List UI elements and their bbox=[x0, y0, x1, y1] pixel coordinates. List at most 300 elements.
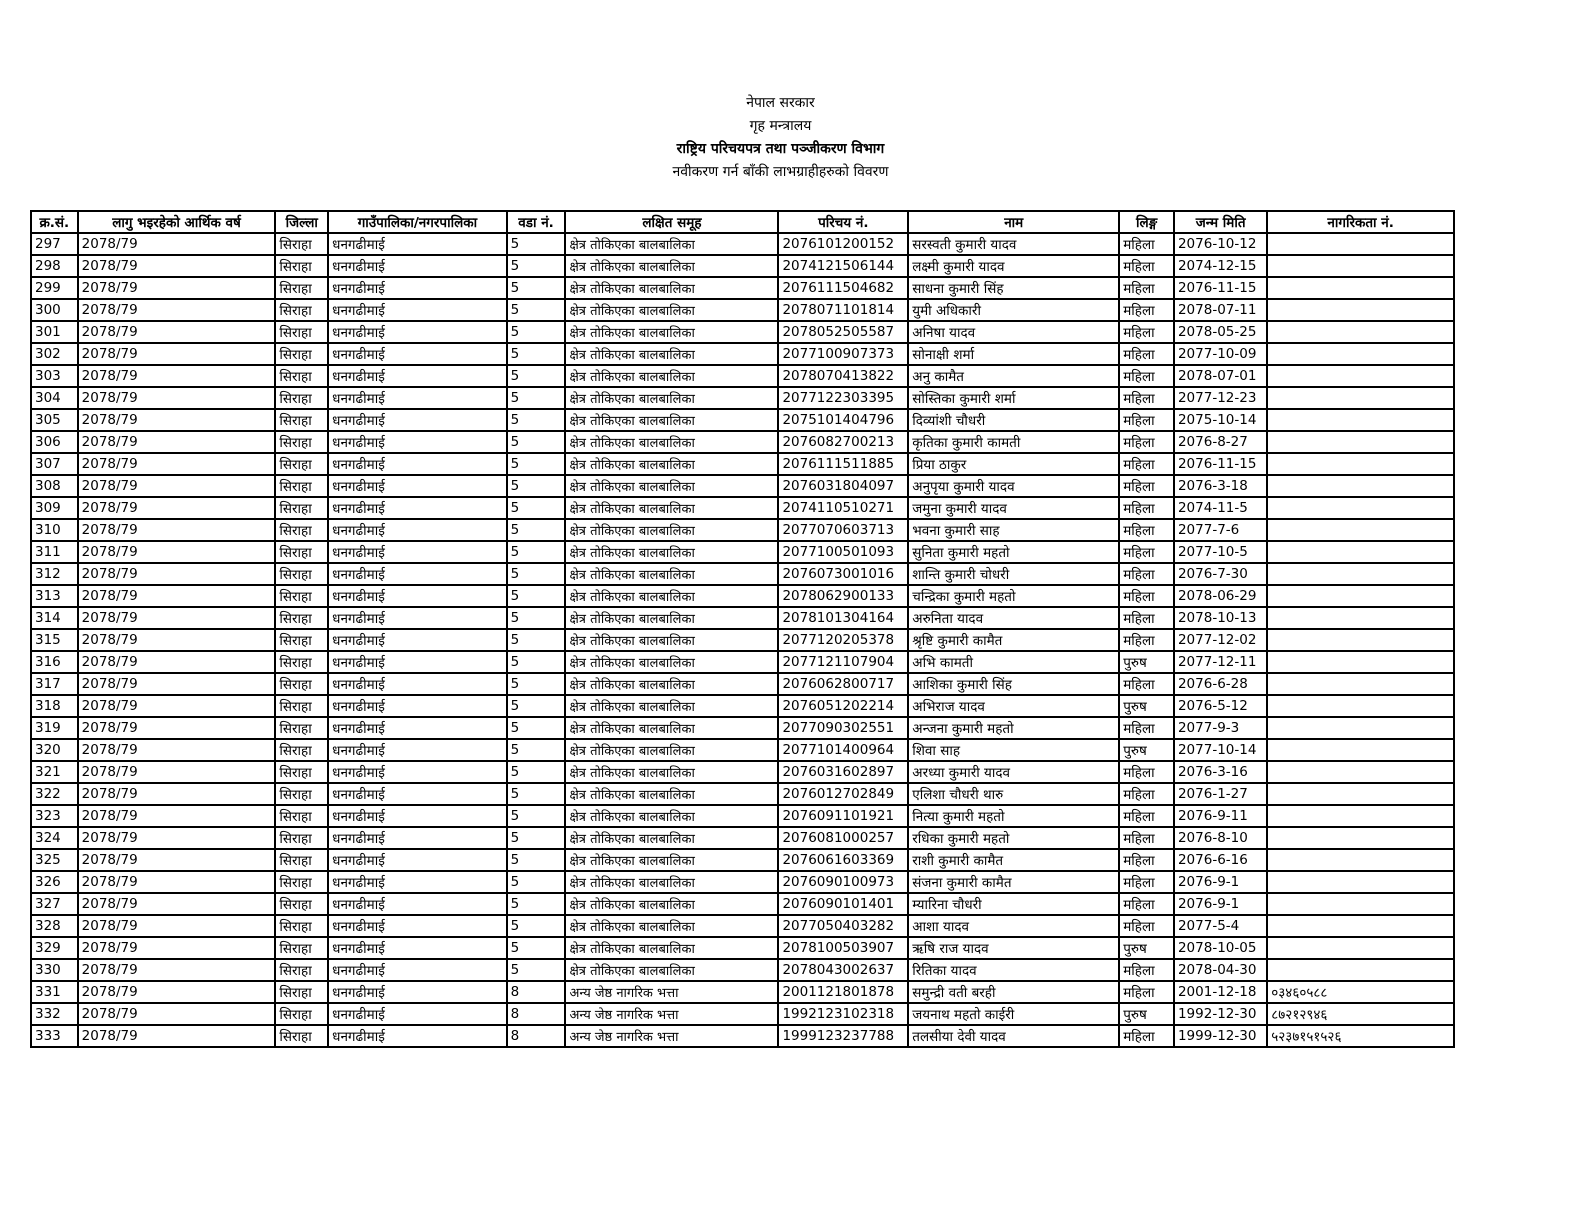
table-row bbox=[31, 871, 1454, 893]
cell-ward-no: 5 bbox=[507, 475, 566, 497]
cell-fiscal-year: 2078/79 bbox=[78, 255, 276, 277]
table-row bbox=[31, 849, 1454, 871]
cell-municipality: धनगढीमाई bbox=[328, 981, 507, 1003]
cell-serial-no: 298 bbox=[31, 255, 78, 277]
cell-target-group: क्षेत्र तोकिएका बालबालिका bbox=[565, 937, 778, 959]
cell-citizenship-no: ०३४६०५८८ bbox=[1267, 981, 1454, 1003]
cell-district: सिराहा bbox=[275, 387, 328, 409]
table-header-row bbox=[31, 211, 1454, 233]
cell-ward-no: 5 bbox=[507, 761, 566, 783]
cell-name: आशा यादव bbox=[908, 915, 1119, 937]
cell-birth-date: 2078-04-30 bbox=[1174, 959, 1267, 981]
cell-district: सिराहा bbox=[275, 519, 328, 541]
cell-municipality: धनगढीमाई bbox=[328, 255, 507, 277]
cell-id-no: 2077070603713 bbox=[778, 519, 908, 541]
cell-id-no: 2078071101814 bbox=[778, 299, 908, 321]
cell-municipality: धनगढीमाई bbox=[328, 1003, 507, 1025]
cell-name: नित्या कुमारी महतो bbox=[908, 805, 1119, 827]
cell-district: सिराहा bbox=[275, 673, 328, 695]
cell-birth-date: 2076-9-11 bbox=[1174, 805, 1267, 827]
cell-municipality: धनगढीमाई bbox=[328, 365, 507, 387]
cell-district: सिराहा bbox=[275, 607, 328, 629]
cell-citizenship-no bbox=[1267, 915, 1454, 937]
cell-ward-no: 8 bbox=[507, 1025, 566, 1047]
cell-ward-no: 5 bbox=[507, 827, 566, 849]
cell-fiscal-year: 2078/79 bbox=[78, 783, 276, 805]
cell-ward-no: 5 bbox=[507, 277, 566, 299]
cell-fiscal-year: 2078/79 bbox=[78, 233, 276, 255]
cell-ward-no: 5 bbox=[507, 673, 566, 695]
cell-birth-date: 2076-5-12 bbox=[1174, 695, 1267, 717]
cell-fiscal-year: 2078/79 bbox=[78, 827, 276, 849]
cell-birth-date: 2076-6-16 bbox=[1174, 849, 1267, 871]
cell-fiscal-year: 2078/79 bbox=[78, 343, 276, 365]
table-row bbox=[31, 761, 1454, 783]
cell-id-no: 2074110510271 bbox=[778, 497, 908, 519]
cell-district: सिराहा bbox=[275, 739, 328, 761]
table-row bbox=[31, 717, 1454, 739]
cell-target-group: क्षेत्र तोकिएका बालबालिका bbox=[565, 673, 778, 695]
cell-municipality: धनगढीमाई bbox=[328, 519, 507, 541]
cell-name: साधना कुमारी सिंह bbox=[908, 277, 1119, 299]
cell-name: तलसीया देवी यादव bbox=[908, 1025, 1119, 1047]
cell-id-no: 2076062800717 bbox=[778, 673, 908, 695]
cell-id-no: 2078052505587 bbox=[778, 321, 908, 343]
cell-birth-date: 2078-07-11 bbox=[1174, 299, 1267, 321]
cell-birth-date: 2078-10-13 bbox=[1174, 607, 1267, 629]
cell-fiscal-year: 2078/79 bbox=[78, 519, 276, 541]
cell-name: एलिशा चौधरी थारु bbox=[908, 783, 1119, 805]
cell-municipality: धनगढीमाई bbox=[328, 541, 507, 563]
cell-municipality: धनगढीमाई bbox=[328, 607, 507, 629]
cell-municipality: धनगढीमाई bbox=[328, 739, 507, 761]
table-row bbox=[31, 541, 1454, 563]
column-header-municipality: गाउँपालिका/नगरपालिका bbox=[328, 211, 507, 233]
cell-id-no: 2077101400964 bbox=[778, 739, 908, 761]
cell-name: संजना कुमारी कामैत bbox=[908, 871, 1119, 893]
cell-target-group: क्षेत्र तोकिएका बालबालिका bbox=[565, 915, 778, 937]
cell-name: सोस्तिका कुमारी शर्मा bbox=[908, 387, 1119, 409]
cell-municipality: धनगढीमाई bbox=[328, 343, 507, 365]
cell-target-group: अन्य जेष्ठ नागरिक भत्ता bbox=[565, 981, 778, 1003]
cell-birth-date: 2076-3-18 bbox=[1174, 475, 1267, 497]
cell-serial-no: 300 bbox=[31, 299, 78, 321]
cell-target-group: अन्य जेष्ठ नागरिक भत्ता bbox=[565, 1025, 778, 1047]
cell-ward-no: 5 bbox=[507, 255, 566, 277]
table-row bbox=[31, 519, 1454, 541]
cell-gender: महिला bbox=[1119, 475, 1174, 497]
cell-district: सिराहा bbox=[275, 827, 328, 849]
cell-fiscal-year: 2078/79 bbox=[78, 277, 276, 299]
cell-fiscal-year: 2078/79 bbox=[78, 871, 276, 893]
cell-fiscal-year: 2078/79 bbox=[78, 673, 276, 695]
cell-id-no: 2077050403282 bbox=[778, 915, 908, 937]
cell-ward-no: 5 bbox=[507, 959, 566, 981]
cell-fiscal-year: 2078/79 bbox=[78, 453, 276, 475]
cell-target-group: क्षेत्र तोकिएका बालबालिका bbox=[565, 585, 778, 607]
cell-name: आशिका कुमारी सिंह bbox=[908, 673, 1119, 695]
cell-citizenship-no bbox=[1267, 783, 1454, 805]
cell-serial-no: 306 bbox=[31, 431, 78, 453]
cell-fiscal-year: 2078/79 bbox=[78, 1025, 276, 1047]
cell-target-group: क्षेत्र तोकिएका बालबालिका bbox=[565, 893, 778, 915]
cell-target-group: क्षेत्र तोकिएका बालबालिका bbox=[565, 563, 778, 585]
cell-ward-no: 5 bbox=[507, 585, 566, 607]
cell-serial-no: 331 bbox=[31, 981, 78, 1003]
cell-serial-no: 314 bbox=[31, 607, 78, 629]
cell-serial-no: 324 bbox=[31, 827, 78, 849]
column-header-serial-no: क्र.सं. bbox=[31, 211, 78, 233]
cell-target-group: क्षेत्र तोकिएका बालबालिका bbox=[565, 695, 778, 717]
cell-id-no: 2077120205378 bbox=[778, 629, 908, 651]
cell-gender: महिला bbox=[1119, 585, 1174, 607]
cell-id-no: 2076090100973 bbox=[778, 871, 908, 893]
table-row bbox=[31, 893, 1454, 915]
table-row bbox=[31, 629, 1454, 651]
cell-ward-no: 5 bbox=[507, 849, 566, 871]
cell-serial-no: 320 bbox=[31, 739, 78, 761]
cell-municipality: धनगढीमाई bbox=[328, 585, 507, 607]
cell-ward-no: 5 bbox=[507, 541, 566, 563]
table-row bbox=[31, 409, 1454, 431]
cell-id-no: 2078062900133 bbox=[778, 585, 908, 607]
cell-ward-no: 5 bbox=[507, 695, 566, 717]
table-row bbox=[31, 981, 1454, 1003]
cell-birth-date: 2077-9-3 bbox=[1174, 717, 1267, 739]
cell-fiscal-year: 2078/79 bbox=[78, 585, 276, 607]
cell-municipality: धनगढीमाई bbox=[328, 695, 507, 717]
table-row bbox=[31, 607, 1454, 629]
cell-name: श्रृष्टि कुमारी कामैत bbox=[908, 629, 1119, 651]
cell-district: सिराहा bbox=[275, 761, 328, 783]
cell-district: सिराहा bbox=[275, 981, 328, 1003]
cell-municipality: धनगढीमाई bbox=[328, 497, 507, 519]
cell-gender: महिला bbox=[1119, 255, 1174, 277]
cell-name: भवना कुमारी साह bbox=[908, 519, 1119, 541]
table-row bbox=[31, 651, 1454, 673]
cell-district: सिराहा bbox=[275, 299, 328, 321]
cell-serial-no: 299 bbox=[31, 277, 78, 299]
cell-municipality: धनगढीमाई bbox=[328, 277, 507, 299]
cell-municipality: धनगढीमाई bbox=[328, 937, 507, 959]
cell-name: दिव्यांशी चौधरी bbox=[908, 409, 1119, 431]
cell-citizenship-no bbox=[1267, 805, 1454, 827]
cell-target-group: क्षेत्र तोकिएका बालबालिका bbox=[565, 233, 778, 255]
cell-id-no: 2076031804097 bbox=[778, 475, 908, 497]
cell-gender: महिला bbox=[1119, 321, 1174, 343]
cell-gender: महिला bbox=[1119, 959, 1174, 981]
cell-fiscal-year: 2078/79 bbox=[78, 937, 276, 959]
cell-target-group: क्षेत्र तोकिएका बालबालिका bbox=[565, 277, 778, 299]
cell-serial-no: 318 bbox=[31, 695, 78, 717]
table-row bbox=[31, 1025, 1454, 1047]
cell-id-no: 2077090302551 bbox=[778, 717, 908, 739]
cell-municipality: धनगढीमाई bbox=[328, 761, 507, 783]
cell-serial-no: 332 bbox=[31, 1003, 78, 1025]
cell-target-group: क्षेत्र तोकिएका बालबालिका bbox=[565, 387, 778, 409]
table-row bbox=[31, 453, 1454, 475]
cell-birth-date: 2076-10-12 bbox=[1174, 233, 1267, 255]
cell-municipality: धनगढीमाई bbox=[328, 233, 507, 255]
cell-serial-no: 312 bbox=[31, 563, 78, 585]
cell-fiscal-year: 2078/79 bbox=[78, 409, 276, 431]
cell-id-no: 2076073001016 bbox=[778, 563, 908, 585]
cell-citizenship-no bbox=[1267, 717, 1454, 739]
cell-ward-no: 5 bbox=[507, 783, 566, 805]
cell-municipality: धनगढीमाई bbox=[328, 893, 507, 915]
cell-fiscal-year: 2078/79 bbox=[78, 299, 276, 321]
cell-target-group: क्षेत्र तोकिएका बालबालिका bbox=[565, 431, 778, 453]
cell-target-group: क्षेत्र तोकिएका बालबालिका bbox=[565, 475, 778, 497]
cell-id-no: 1992123102318 bbox=[778, 1003, 908, 1025]
cell-citizenship-no bbox=[1267, 365, 1454, 387]
cell-name: सरस्वती कुमारी यादव bbox=[908, 233, 1119, 255]
cell-district: सिराहा bbox=[275, 453, 328, 475]
cell-birth-date: 2078-10-05 bbox=[1174, 937, 1267, 959]
cell-birth-date: 2077-10-14 bbox=[1174, 739, 1267, 761]
cell-district: सिराहा bbox=[275, 717, 328, 739]
cell-target-group: क्षेत्र तोकिएका बालबालिका bbox=[565, 871, 778, 893]
cell-ward-no: 5 bbox=[507, 871, 566, 893]
column-header-gender: लिङ्ग bbox=[1119, 211, 1174, 233]
cell-fiscal-year: 2078/79 bbox=[78, 431, 276, 453]
cell-birth-date: 2076-3-16 bbox=[1174, 761, 1267, 783]
cell-target-group: अन्य जेष्ठ नागरिक भत्ता bbox=[565, 1003, 778, 1025]
cell-serial-no: 307 bbox=[31, 453, 78, 475]
cell-district: सिराहा bbox=[275, 871, 328, 893]
cell-citizenship-no bbox=[1267, 299, 1454, 321]
cell-fiscal-year: 2078/79 bbox=[78, 629, 276, 651]
cell-municipality: धनगढीमाई bbox=[328, 431, 507, 453]
cell-municipality: धनगढीमाई bbox=[328, 849, 507, 871]
cell-target-group: क्षेत्र तोकिएका बालबालिका bbox=[565, 255, 778, 277]
cell-district: सिराहा bbox=[275, 849, 328, 871]
table-row bbox=[31, 1003, 1454, 1025]
cell-municipality: धनगढीमाई bbox=[328, 387, 507, 409]
cell-birth-date: 2076-11-15 bbox=[1174, 453, 1267, 475]
cell-serial-no: 308 bbox=[31, 475, 78, 497]
cell-serial-no: 325 bbox=[31, 849, 78, 871]
cell-birth-date: 2078-05-25 bbox=[1174, 321, 1267, 343]
cell-name: ऋषि राज यादव bbox=[908, 937, 1119, 959]
cell-gender: महिला bbox=[1119, 1025, 1174, 1047]
table-row bbox=[31, 255, 1454, 277]
cell-name: कृतिका कुमारी कामती bbox=[908, 431, 1119, 453]
cell-target-group: क्षेत्र तोकिएका बालबालिका bbox=[565, 607, 778, 629]
cell-name: लक्ष्मी कुमारी यादव bbox=[908, 255, 1119, 277]
cell-name: राशी कुमारी कामैत bbox=[908, 849, 1119, 871]
cell-name: शान्ति कुमारी चोधरी bbox=[908, 563, 1119, 585]
cell-citizenship-no bbox=[1267, 343, 1454, 365]
cell-target-group: क्षेत्र तोकिएका बालबालिका bbox=[565, 409, 778, 431]
cell-fiscal-year: 2078/79 bbox=[78, 651, 276, 673]
cell-district: सिराहा bbox=[275, 695, 328, 717]
cell-target-group: क्षेत्र तोकिएका बालबालिका bbox=[565, 519, 778, 541]
cell-ward-no: 5 bbox=[507, 453, 566, 475]
cell-fiscal-year: 2078/79 bbox=[78, 541, 276, 563]
cell-serial-no: 322 bbox=[31, 783, 78, 805]
cell-id-no: 2078100503907 bbox=[778, 937, 908, 959]
cell-municipality: धनगढीमाई bbox=[328, 673, 507, 695]
cell-birth-date: 2074-12-15 bbox=[1174, 255, 1267, 277]
table-row bbox=[31, 365, 1454, 387]
cell-municipality: धनगढीमाई bbox=[328, 629, 507, 651]
table-row bbox=[31, 937, 1454, 959]
cell-municipality: धनगढीमाई bbox=[328, 299, 507, 321]
cell-serial-no: 321 bbox=[31, 761, 78, 783]
cell-gender: महिला bbox=[1119, 277, 1174, 299]
cell-citizenship-no bbox=[1267, 871, 1454, 893]
cell-district: सिराहा bbox=[275, 959, 328, 981]
table-body bbox=[31, 233, 1454, 1047]
cell-ward-no: 5 bbox=[507, 387, 566, 409]
column-header-fiscal-year: लागु भइरहेको आर्थिक वर्ष bbox=[78, 211, 276, 233]
cell-gender: महिला bbox=[1119, 805, 1174, 827]
cell-gender: पुरुष bbox=[1119, 1003, 1174, 1025]
cell-gender: महिला bbox=[1119, 233, 1174, 255]
cell-name: समुन्द्री वती बरही bbox=[908, 981, 1119, 1003]
cell-citizenship-no bbox=[1267, 387, 1454, 409]
cell-district: सिराहा bbox=[275, 277, 328, 299]
cell-citizenship-no bbox=[1267, 519, 1454, 541]
cell-ward-no: 5 bbox=[507, 343, 566, 365]
cell-birth-date: 2076-8-27 bbox=[1174, 431, 1267, 453]
cell-district: सिराहा bbox=[275, 475, 328, 497]
table-row bbox=[31, 321, 1454, 343]
cell-gender: महिला bbox=[1119, 915, 1174, 937]
beneficiary-table bbox=[30, 210, 1455, 1048]
cell-target-group: क्षेत्र तोकिएका बालबालिका bbox=[565, 849, 778, 871]
cell-birth-date: 1999-12-30 bbox=[1174, 1025, 1267, 1047]
cell-district: सिराहा bbox=[275, 1025, 328, 1047]
cell-birth-date: 2076-6-28 bbox=[1174, 673, 1267, 695]
cell-gender: महिला bbox=[1119, 893, 1174, 915]
cell-gender: महिला bbox=[1119, 783, 1174, 805]
table-row bbox=[31, 585, 1454, 607]
cell-district: सिराहा bbox=[275, 915, 328, 937]
cell-citizenship-no bbox=[1267, 497, 1454, 519]
cell-gender: महिला bbox=[1119, 673, 1174, 695]
cell-citizenship-no bbox=[1267, 585, 1454, 607]
cell-ward-no: 5 bbox=[507, 893, 566, 915]
header-government: नेपाल सरकार bbox=[746, 95, 815, 111]
cell-district: सिराहा bbox=[275, 651, 328, 673]
cell-ward-no: 5 bbox=[507, 519, 566, 541]
cell-fiscal-year: 2078/79 bbox=[78, 981, 276, 1003]
column-header-target-group: लक्षित समूह bbox=[565, 211, 778, 233]
cell-target-group: क्षेत्र तोकिएका बालबालिका bbox=[565, 739, 778, 761]
table-row bbox=[31, 827, 1454, 849]
cell-fiscal-year: 2078/79 bbox=[78, 695, 276, 717]
cell-ward-no: 5 bbox=[507, 937, 566, 959]
cell-target-group: क्षेत्र तोकिएका बालबालिका bbox=[565, 827, 778, 849]
cell-target-group: क्षेत्र तोकिएका बालबालिका bbox=[565, 365, 778, 387]
cell-id-no: 2078043002637 bbox=[778, 959, 908, 981]
cell-citizenship-no bbox=[1267, 277, 1454, 299]
cell-gender: पुरुष bbox=[1119, 937, 1174, 959]
cell-fiscal-year: 2078/79 bbox=[78, 387, 276, 409]
cell-target-group: क्षेत्र तोकिएका बालबालिका bbox=[565, 761, 778, 783]
cell-birth-date: 2075-10-14 bbox=[1174, 409, 1267, 431]
cell-citizenship-no bbox=[1267, 651, 1454, 673]
cell-citizenship-no bbox=[1267, 475, 1454, 497]
cell-serial-no: 323 bbox=[31, 805, 78, 827]
cell-id-no: 2078070413822 bbox=[778, 365, 908, 387]
cell-municipality: धनगढीमाई bbox=[328, 453, 507, 475]
cell-fiscal-year: 2078/79 bbox=[78, 717, 276, 739]
cell-name: अरुनिता यादव bbox=[908, 607, 1119, 629]
cell-ward-no: 5 bbox=[507, 321, 566, 343]
cell-gender: पुरुष bbox=[1119, 651, 1174, 673]
cell-birth-date: 2076-1-27 bbox=[1174, 783, 1267, 805]
cell-ward-no: 5 bbox=[507, 563, 566, 585]
cell-name: जमुना कुमारी यादव bbox=[908, 497, 1119, 519]
cell-fiscal-year: 2078/79 bbox=[78, 849, 276, 871]
cell-target-group: क्षेत्र तोकिएका बालबालिका bbox=[565, 805, 778, 827]
cell-serial-no: 304 bbox=[31, 387, 78, 409]
cell-municipality: धनगढीमाई bbox=[328, 717, 507, 739]
cell-name: सोनाक्षी शर्मा bbox=[908, 343, 1119, 365]
cell-name: प्रिया ठाकुर bbox=[908, 453, 1119, 475]
cell-ward-no: 5 bbox=[507, 497, 566, 519]
cell-id-no: 2076111504682 bbox=[778, 277, 908, 299]
cell-serial-no: 330 bbox=[31, 959, 78, 981]
cell-serial-no: 311 bbox=[31, 541, 78, 563]
cell-name: सुनिता कुमारी महतो bbox=[908, 541, 1119, 563]
cell-id-no: 2076031602897 bbox=[778, 761, 908, 783]
cell-birth-date: 2078-07-01 bbox=[1174, 365, 1267, 387]
cell-id-no: 2076012702849 bbox=[778, 783, 908, 805]
cell-target-group: क्षेत्र तोकिएका बालबालिका bbox=[565, 497, 778, 519]
cell-name: म्यारिना चौधरी bbox=[908, 893, 1119, 915]
cell-district: सिराहा bbox=[275, 321, 328, 343]
header-department: राष्ट्रिय परिचयपत्र तथा पञ्जीकरण विभाग bbox=[676, 141, 885, 157]
cell-ward-no: 5 bbox=[507, 299, 566, 321]
cell-citizenship-no bbox=[1267, 959, 1454, 981]
cell-district: सिराहा bbox=[275, 233, 328, 255]
cell-serial-no: 328 bbox=[31, 915, 78, 937]
cell-municipality: धनगढीमाई bbox=[328, 409, 507, 431]
cell-name: अनु कामैत bbox=[908, 365, 1119, 387]
cell-birth-date: 2077-12-23 bbox=[1174, 387, 1267, 409]
cell-serial-no: 302 bbox=[31, 343, 78, 365]
cell-id-no: 2077121107904 bbox=[778, 651, 908, 673]
cell-district: सिराहा bbox=[275, 365, 328, 387]
cell-fiscal-year: 2078/79 bbox=[78, 1003, 276, 1025]
cell-gender: महिला bbox=[1119, 849, 1174, 871]
cell-gender: महिला bbox=[1119, 519, 1174, 541]
cell-gender: महिला bbox=[1119, 299, 1174, 321]
cell-municipality: धनगढीमाई bbox=[328, 871, 507, 893]
cell-serial-no: 315 bbox=[31, 629, 78, 651]
cell-id-no: 2077100501093 bbox=[778, 541, 908, 563]
cell-ward-no: 5 bbox=[507, 365, 566, 387]
cell-citizenship-no bbox=[1267, 739, 1454, 761]
cell-gender: पुरुष bbox=[1119, 739, 1174, 761]
cell-birth-date: 2077-7-6 bbox=[1174, 519, 1267, 541]
cell-serial-no: 310 bbox=[31, 519, 78, 541]
cell-fiscal-year: 2078/79 bbox=[78, 497, 276, 519]
cell-id-no: 2074121506144 bbox=[778, 255, 908, 277]
table-row bbox=[31, 695, 1454, 717]
cell-district: सिराहा bbox=[275, 563, 328, 585]
cell-gender: महिला bbox=[1119, 981, 1174, 1003]
cell-district: सिराहा bbox=[275, 629, 328, 651]
cell-gender: महिला bbox=[1119, 827, 1174, 849]
cell-citizenship-no bbox=[1267, 849, 1454, 871]
cell-ward-no: 5 bbox=[507, 915, 566, 937]
cell-fiscal-year: 2078/79 bbox=[78, 893, 276, 915]
